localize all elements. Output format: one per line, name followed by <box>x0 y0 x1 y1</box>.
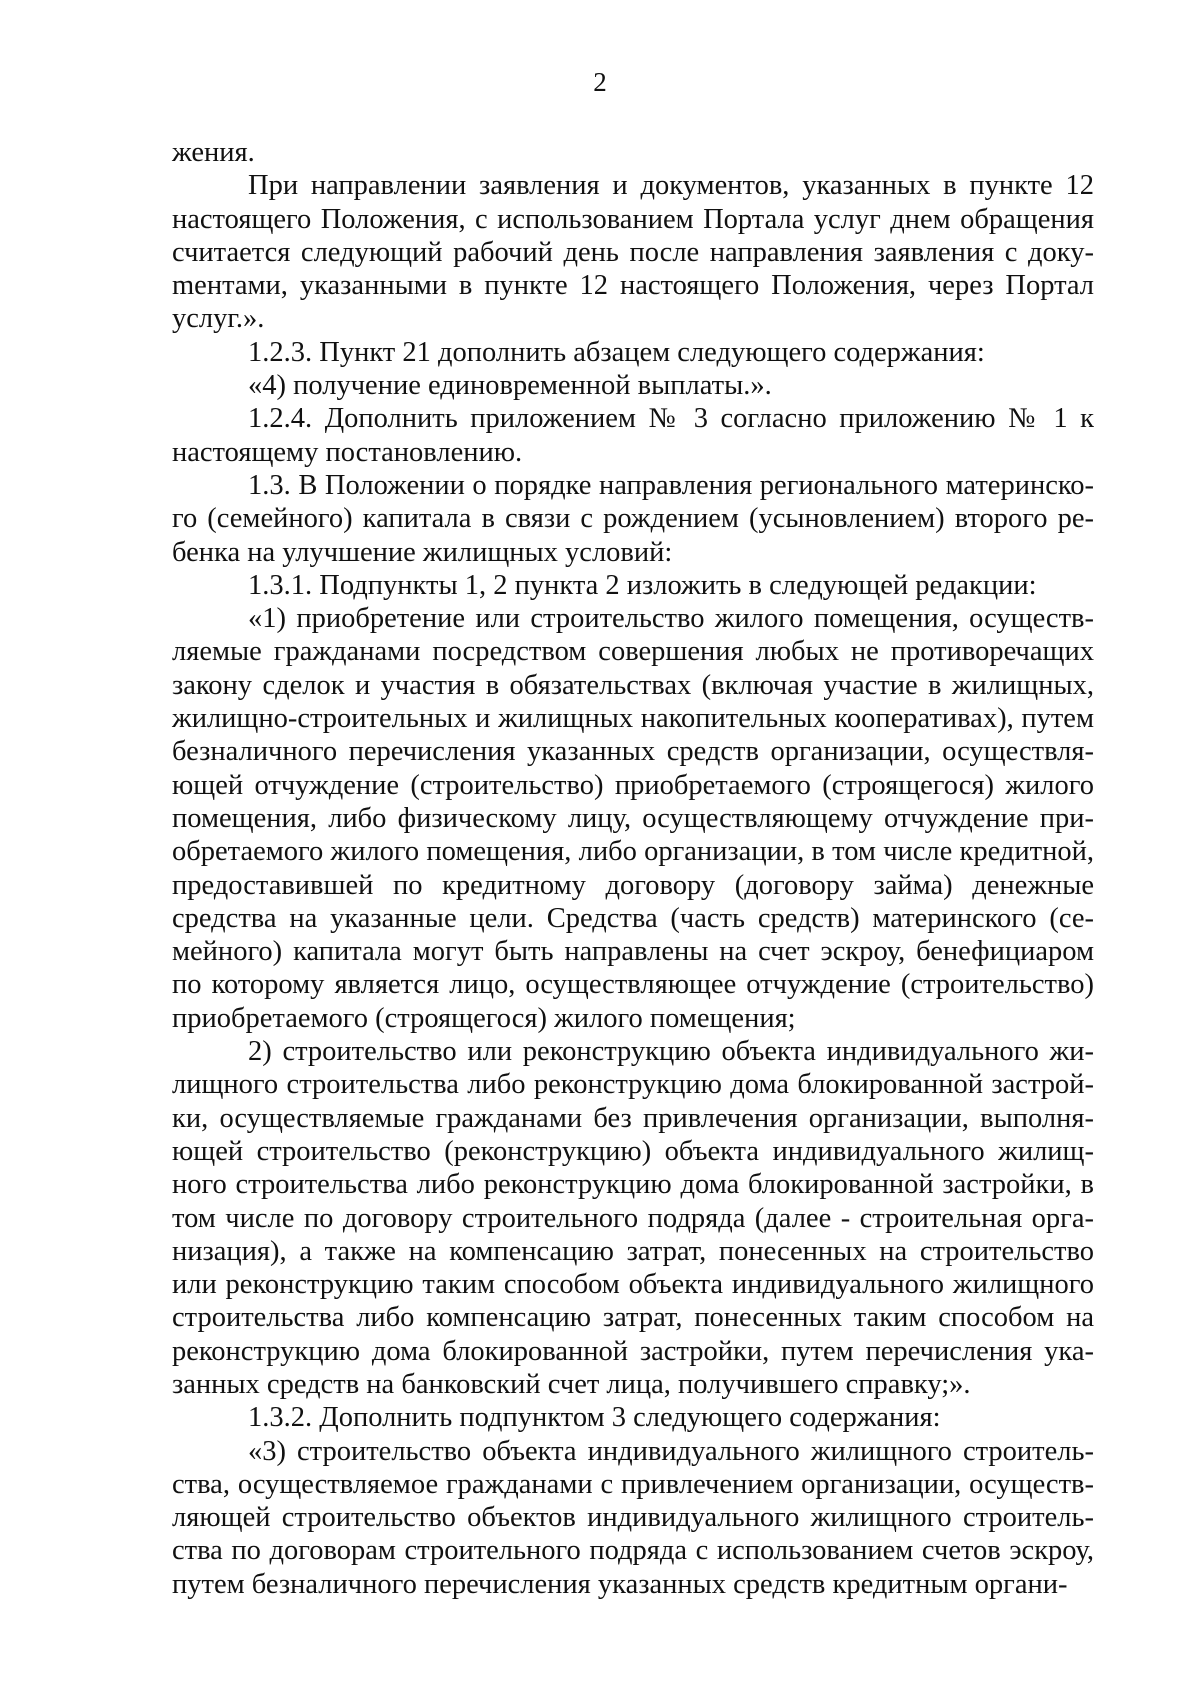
paragraph-1-3: 1.3. В Положении о порядке направления регионального материнского (семейного) капитала в связи с рождением (усыновлением) второго ребенка на улучшение жилищных условий: <box>172 469 1094 568</box>
paragraph-1-3-2: 1.3.2. Дополнить подпунктом 3 следующего содержания: <box>248 1402 941 1434</box>
paragraph-1-2-3: 1.2.3. Пункт 21 дополнить абзацем следующего содержания: <box>248 336 985 368</box>
paragraph-subitem-1: «1) приобретение или строительство жилого помещения, осуществляемые гражданами посредством совершения любых не противоречащих закону сделок и участия в обязательствах (включая участие в жилищных, жилищно-строительных и жилищных накопительных кооперативах), путем безналичного перечисления указанных средств организации, осуществляющей отчуждение (строительство) приобретаемого (строящегося) жилого помещения, либо физическому лицу, осуществляющему отчуждение приобретаемого жилого помещения, либо организации, в том числе кредитной, предоставившей по кредитному договору (договору займа) денежные средства на указанные цели. Средства (часть средств) материнского (семейного) капитала могут быть направлены на счет эскроу, бенефициаром по которому является лицо, осуществляющее отчуждение (строительство) приобретаемого (строящегося) жилого помещения; <box>172 603 1094 1034</box>
paragraph-item-4: «4) получение единовременной выплаты.». <box>248 370 772 402</box>
paragraph-continuation: жения. <box>172 137 255 168</box>
paragraph-subitem-3: «3) строительство объекта индивидуального жилищного строительства, осуществляемое гражданами с привлечением организации, осуществляющей строительство объектов индивидуального жилищного строительства по договорам строительного подряда с использованием счетов эскроу, путем безналичного перечисления указанных средств кредитным органи- <box>172 1435 1094 1600</box>
paragraph-1-3-1: 1.3.1. Подпункты 1, 2 пункта 2 изложить в следующей редакции: <box>248 569 1037 601</box>
page-number: 2 <box>593 67 607 97</box>
paragraph-portal-submission: При направлении заявления и документов, указанных в пункте 12 настоящего Положения, с использованием Портала услуг днем обращения считается следующий рабочий день после направления заявления с докуmентами, указанными в пункте 12 настоящего Положения, через Портал услуг.». <box>172 170 1094 335</box>
paragraph-1-2-4: 1.2.4. Дополнить приложением № 3 согласно приложению № 1 к настоящему постановлению. <box>172 403 1094 468</box>
document-body <box>172 136 1094 1601</box>
paragraph-subitem-2: 2) строительство или реконструкцию объекта индивидуального жилищного строительства либо реконструкцию дома блокированной застройки, осуществляемые гражданами без привлечения организации, выполняющей строительство (реконструкцию) объекта индивидуального жилищного строительства либо реконструкцию дома блокированной застройки, в том числе по договору строительного подряда (далее - строительная организация), а также на компенсацию затрат, понесенных на строительство или реконструкцию таким способом объекта индивидуального жилищного строительства либо компенсацию затрат, понесенных таким способом на реконструкцию дома блокированной застройки, путем перечисления указанных средств на банковский счет лица, получившего справку;». <box>172 1036 1094 1400</box>
